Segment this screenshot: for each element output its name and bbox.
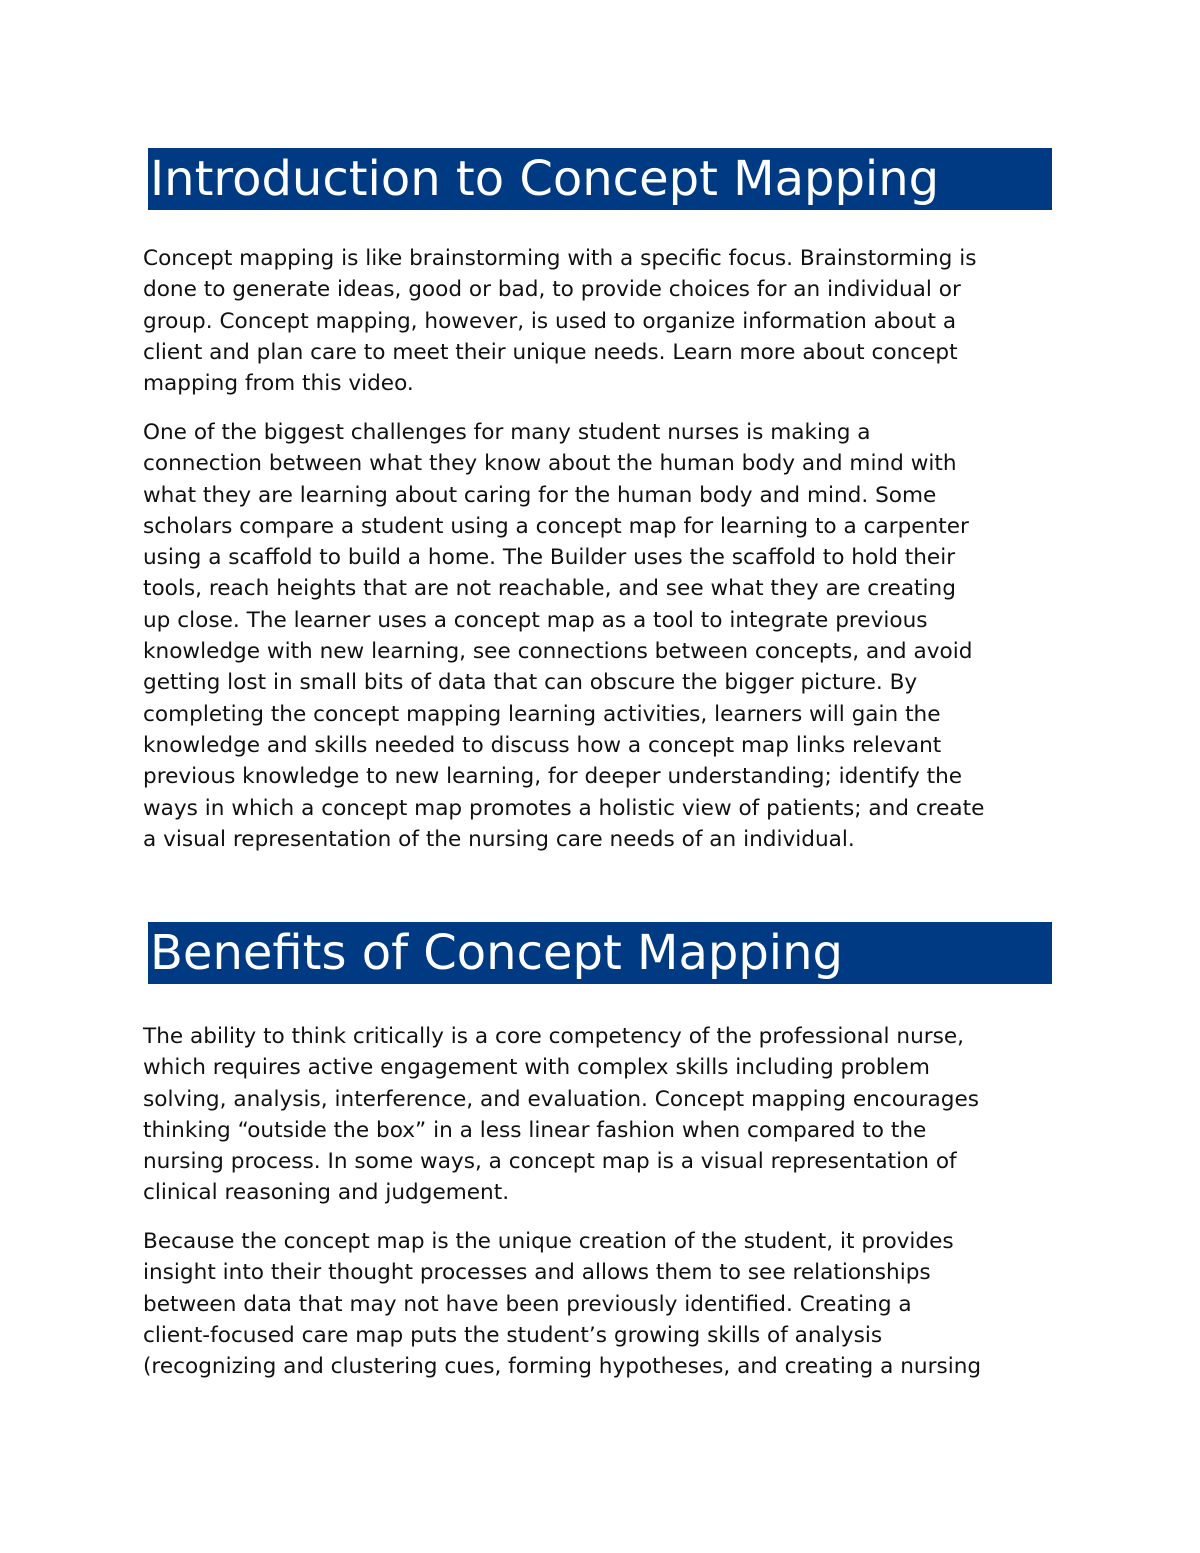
- text-line: previous knowledge to new learning, for deeper understanding; identify the: [143, 764, 963, 790]
- text-line: clinical reasoning and judgement.: [143, 1180, 510, 1206]
- text-line: Concept mapping is like brainstorming with a specific focus. Brainstorming is: [143, 246, 977, 271]
- text-line: knowledge and skills needed to discuss how a concept map links relevant: [143, 732, 942, 758]
- text-line: a visual representation of the nursing care needs of an individual.: [143, 826, 855, 852]
- section-heading-benefits: Benefits of Concept Mapping: [148, 922, 1052, 984]
- text-line: (recognizing and clustering cues, forming hypotheses, and creating a nursing: [143, 1354, 982, 1380]
- text-line: which requires active engagement with complex skills including problem: [143, 1055, 930, 1081]
- paragraph-benefits-2: [143, 1226, 1068, 1382]
- text-line: The ability to think critically is a core competency of the professional nurse,: [143, 1024, 965, 1049]
- text-line: connection between what they know about the human body and mind with: [143, 451, 957, 477]
- text-line: tools, reach heights that are not reachable, and see what they are creating: [143, 576, 956, 602]
- text-line: knowledge with new learning, see connections between concepts, and avoid: [143, 639, 973, 665]
- text-line: up close. The learner uses a concept map as a tool to integrate previous: [143, 607, 928, 633]
- text-line: completing the concept mapping learning activities, learners will gain the: [143, 701, 941, 727]
- paragraph-benefits-1: [143, 1021, 1068, 1209]
- text-line: mapping from this video.: [143, 371, 414, 397]
- text-line: done to generate ideas, good or bad, to provide choices for an individual or: [143, 277, 961, 303]
- text-line: getting lost in small bits of data that can obscure the bigger picture. By: [143, 670, 918, 696]
- text-line: solving, analysis, interference, and evaluation. Concept mapping encourages: [143, 1086, 979, 1112]
- text-line: ways in which a concept map promotes a holistic view of patients; and create: [143, 795, 985, 821]
- text-line: scholars compare a student using a concept map for learning to a carpenter: [143, 513, 969, 539]
- paragraph-intro-2: [143, 417, 1068, 855]
- paragraph-intro-1: [143, 243, 1068, 399]
- text-line: client and plan care to meet their unique needs. Learn more about concept: [143, 339, 958, 365]
- text-line: thinking “outside the box” in a less linear fashion when compared to the: [143, 1117, 927, 1143]
- text-line: nursing process. In some ways, a concept map is a visual representation of: [143, 1149, 957, 1175]
- text-line: Because the concept map is the unique creation of the student, it provides: [143, 1229, 954, 1254]
- text-line: client-focused care map puts the student’s growing skills of analysis: [143, 1322, 883, 1348]
- text-line: between data that may not have been previously identified. Creating a: [143, 1291, 912, 1317]
- text-line: One of the biggest challenges for many student nurses is making a: [143, 420, 871, 445]
- text-line: group. Concept mapping, however, is used to organize information about a: [143, 308, 957, 334]
- section-heading-introduction: Introduction to Concept Mapping: [148, 148, 1052, 210]
- text-line: insight into their thought processes and allows them to see relationships: [143, 1260, 931, 1286]
- text-line: using a scaffold to build a home. The Builder uses the scaffold to hold their: [143, 545, 956, 571]
- text-line: what they are learning about caring for the human body and mind. Some: [143, 482, 937, 508]
